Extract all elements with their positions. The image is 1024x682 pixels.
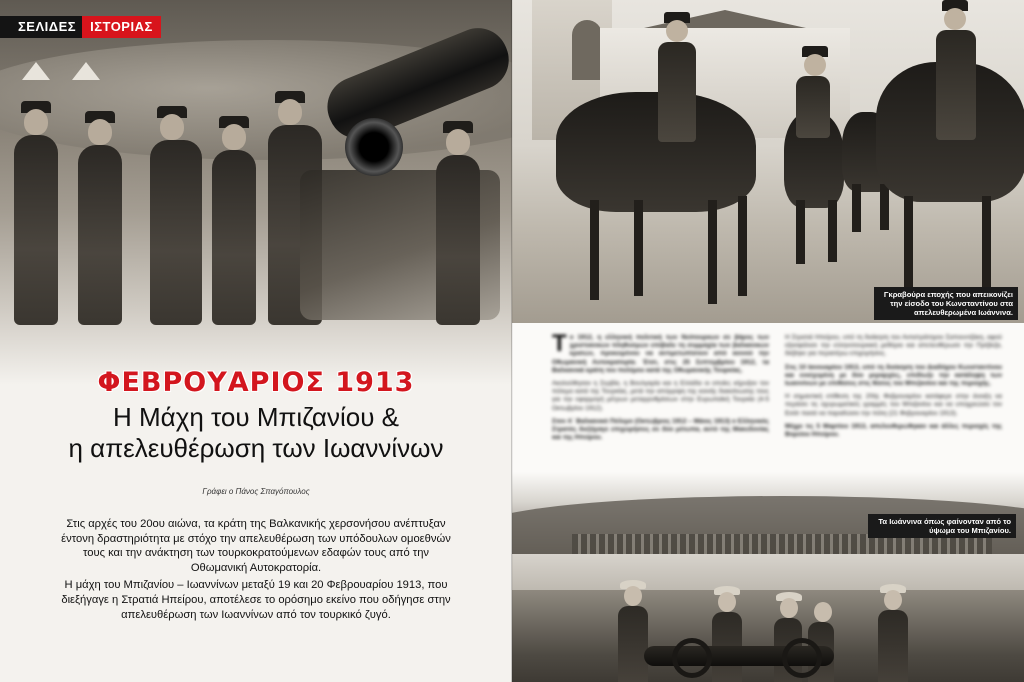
tent [72,62,100,80]
section-tag [0,16,161,38]
horse-leg [828,200,837,262]
section-tag-part2: ΙΣΤΟΡΙΑΣ [82,16,161,38]
article-col1-p1: ο 1912, η ελληνική πολιτική των Νεότουρκων σε βάρος των χριστιανικών πληθυσμών επέβαλε τη συμμαχία των βαλκανικών κρατών, προκειμένου να αντιμετωπίσουν από κοινού την Οθωμανική Αυτοκρατορία. Έτσι, στις 25 Σεπτεμβρίου 1912, τα Βαλκανικά κράτη του πολέμου κατά της Οθωμανικής Τουρκίας. [552,334,769,374]
rider-figure [658,42,696,142]
caption-top-right: Γκραβούρα εποχής που απεικονίζει την είσοδο του Κωνσταντίνου στα απελευθερωμένα Ιωάννινα. [874,287,1018,320]
article-col2-p1: Η Στρατιά Ηπείρου, υπό τη διοίκηση του Αντιστράτηγου Σαπουντζάκη, αφού εξασφάλισε την ελληνοτουρκική μεθόριο και απελευθέρωσε την Πρέβεζα, διέβηκε για περαιτέρω επιχειρήσεις. [785,334,1002,358]
article-col2-p4: Μέχρι τις 5 Μαρτίου 1913, απελευθερώθηκαν και άλλες περιοχές της Βορείου Ηπείρου. [785,422,1002,439]
engraving-entry-photo [512,0,1024,323]
rider-figure [796,76,830,138]
byline: Γράφει ο Πάνος Σπαγόπουλος [202,487,310,496]
horse-leg [738,196,747,296]
lead-paragraph [60,517,452,625]
man-figure [878,610,908,682]
horse-leg [796,200,805,264]
article-col1-p2: Ακολούθησαν η Σερβία, η Βουλγαρία και η Ελλάδα οι οποίες κήρυξαν τον πόλεμο κατά της Τουρκίας, μετά την απόρριψη της κοινής διακοίνωσης τους για την εφαρμογή μέτρων μεταρρυθμίσεων στην Ευρωπαϊκή Τουρκία (4-5 Οκτωβρίου 1912). [552,380,769,412]
hilltop-foreground [512,590,1024,682]
article-col1-p3: Στον Α΄ Βαλκανικό Πόλεμο (Οκτώβριος 1912 – Μάιος 1913) ο Ελληνικός Στρατός διεξήγαγε επιχειρήσεις σε δύο μέτωπα, αυτό της Μακεδονίας και της Ηπείρου. [552,417,769,442]
soldier-figure [212,150,256,325]
lead-paragraph-1: Στις αρχές του 20ου αιώνα, τα κράτη της Βαλκανικής χερσονήσου ανέπτυξαν έντονη δραστηριότητα με στόχο την απελευθέρωση των υπόδουλων ομοεθνών τους και την ανάκτηση των τουρκοκρατούμενων εδαφών τους από την Οθωμανική Αυτοκρατορία. [61,518,451,574]
man-figure [618,606,648,682]
rider-figure [936,30,976,140]
tent [22,62,50,80]
headline-title-line2: η απελευθέρωση των Ιωαννίνων [68,433,444,463]
soldier-figure [14,135,58,325]
page-fold [511,0,513,682]
section-tag-part1: ΣΕΛΙΔΕΣ [0,16,82,38]
headline [0,368,512,464]
soldier-figure [150,140,202,325]
article-col2-p3: Η σημαντική επίθεση της 20ής Φεβρουαρίου κατάφερε στην άνοιξη να περάσει τις οχυρωματικές γραμμές του Μπιζανίου και να υποχρεώσει τον Εσάτ πασά να παραδώσει την πόλη (21 Φεβρουαρίου 1913). [785,393,1002,417]
field-gun-wheel [672,638,712,678]
headline-date: ΦΕΒΡΟΥΑΡΙΟΣ 1913 [97,367,415,398]
article-col2-p2: Στις 10 Ιανουαρίου 1913, υπό τη διοίκηση του Διαδόχου Κωνσταντίνου και ενισχυμένη με δύο μεραρχίες, επιδίωξε την κατάληψη των Ιωαννίνων με επιθέσεις στις θέσεις του Μπιζανίου και της περιοχής. [785,363,1002,388]
horse-leg [904,196,913,292]
field-gun-wheel [782,638,822,678]
horse-leg [852,184,861,232]
horse-leg [634,200,643,296]
headline-title-line1: Η Μάχη του Μπιζανίου & [113,402,399,432]
horse-leg [708,200,717,304]
horse [556,92,756,212]
soldier-figure [78,145,122,325]
cannon-muzzle [345,118,403,176]
caption-bottom-right: Τα Ιωάννινα όπως φαίνονταν από το ύψωμα του Μπιζανίου. [868,514,1016,538]
soldier-figure [436,155,480,325]
right-page [512,0,1024,682]
dropcap: Τ [552,330,567,357]
lake [512,554,1024,592]
officers-with-cannon-photo [0,0,512,385]
horse-leg [982,196,991,292]
horse-leg [880,184,889,230]
horse-leg [590,200,599,300]
lead-paragraph-2: Η μάχη του Μπιζανίου – Ιωαννίνων μεταξύ 19 και 20 Φεβρουαρίου 1913, που διεξήγαγε η Στρατιά Ηπείρου, αποτέλεσε το ορόσημο εκείνο που οδήγησε στην απελευθέρωση των Ιωαννίνων από τον τουρκικό ζυγό. [61,579,451,621]
ioannina-view-photo [512,472,1024,682]
